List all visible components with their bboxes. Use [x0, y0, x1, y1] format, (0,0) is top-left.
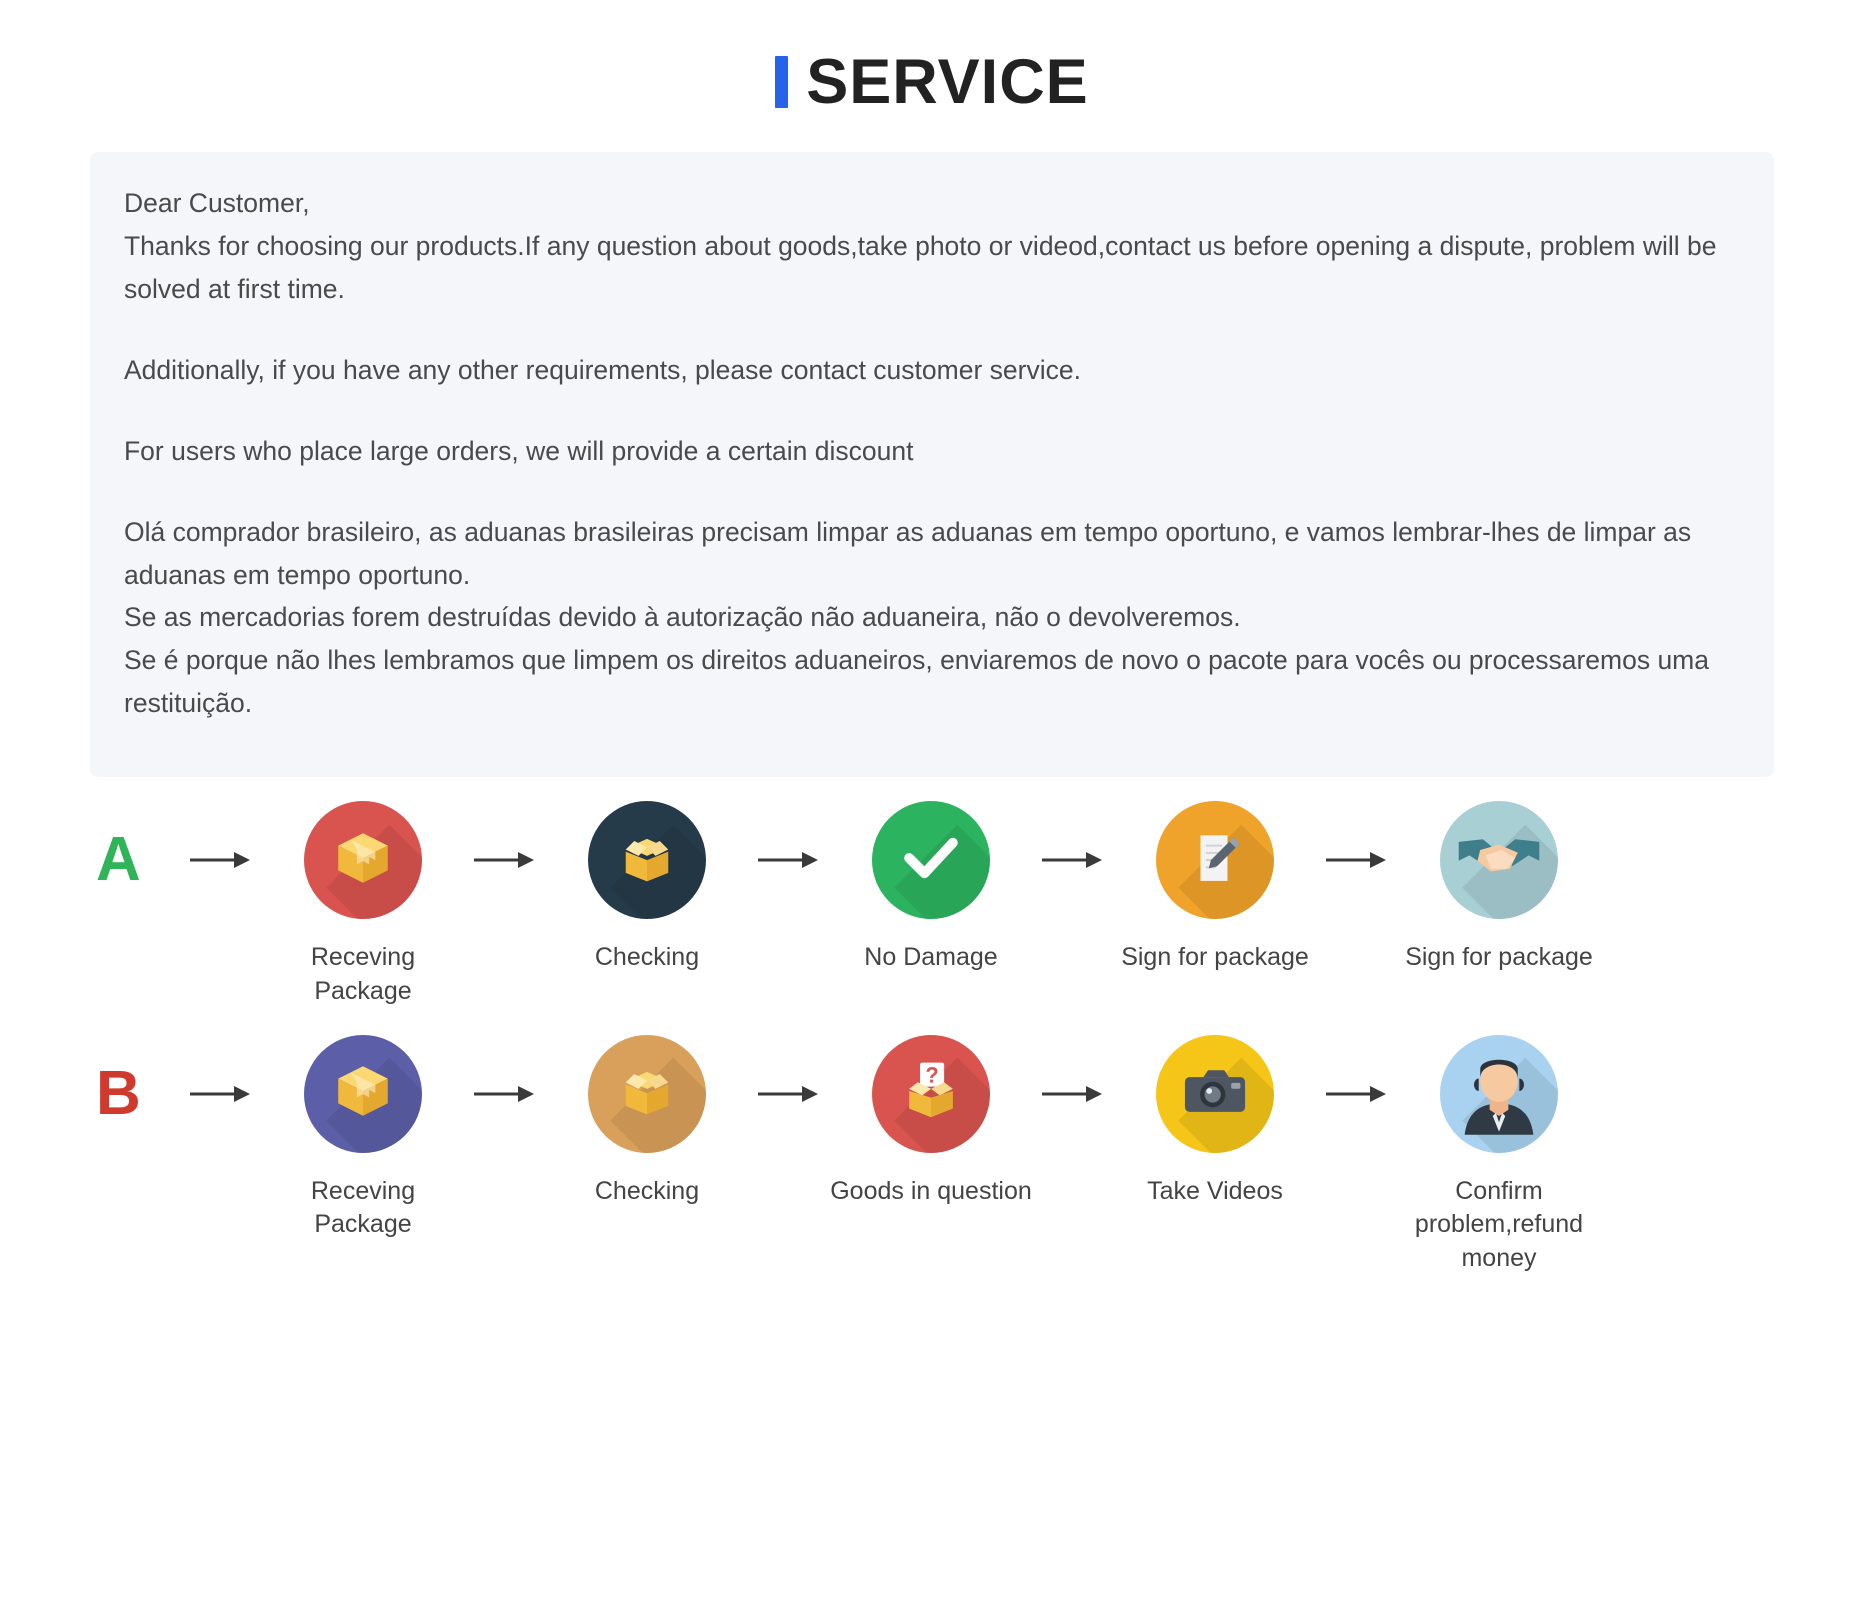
support-agent-icon	[1440, 1035, 1558, 1153]
page-title-wrap	[90, 0, 1774, 152]
flow-row-b	[90, 1035, 1774, 1276]
service-notice-panel	[90, 152, 1774, 777]
flow-step-a5	[1396, 801, 1602, 975]
camera-icon	[1156, 1035, 1274, 1153]
flow-step-b2	[544, 1035, 750, 1209]
page-title	[775, 46, 1088, 118]
notice-paragraph-greeting: Dear Customer,	[124, 188, 310, 218]
check-mark-icon	[872, 801, 990, 919]
flow-step-label: No Damage	[864, 943, 998, 972]
flow-row-a	[90, 801, 1774, 1009]
spacer	[124, 311, 1740, 349]
process-flow-section	[90, 795, 1774, 1342]
question-box-icon	[872, 1035, 990, 1153]
notice-paragraph-requirements: Additionally, if you have any other requirements, please contact customer service.	[124, 354, 1081, 385]
arrow-icon	[1318, 1035, 1396, 1153]
notice-paragraph-refund-pt: Se é porque não lhes lembramos que limpem os direitos aduaneiros, enviaremos de novo o pacote para vocês ou processaremos uma restituição.	[124, 645, 1709, 719]
arrow-icon	[182, 1035, 260, 1153]
flow-step-label: Confirm problem,refund money	[1414, 1176, 1584, 1273]
package-box-icon	[304, 1035, 422, 1153]
flow-step-b1	[260, 1035, 466, 1243]
flow-step-a3	[828, 801, 1034, 975]
notice-paragraph-discount: For users who place large orders, we will provide a certain discount	[124, 435, 914, 466]
arrow-icon	[1034, 1035, 1112, 1153]
flow-letter-a: A	[96, 825, 141, 895]
flow-step-label: Goods in question	[830, 1176, 1032, 1205]
flow-step-label: Receving Package	[310, 1176, 416, 1239]
page-title-text: SERVICE	[806, 47, 1089, 117]
notice-paragraph-customs-pt: Olá comprador brasileiro, as aduanas brasileiras precisam limpar as aduanas em tempo oportuno, e vamos lembrar-lhes de limpar as aduanas em tempo oportuno.	[124, 516, 1692, 590]
arrow-icon	[182, 801, 260, 919]
notice-paragraph-destroyed-pt: Se as mercadorias forem destruídas devido à autorização não aduaneira, não o devolveremos.	[124, 602, 1241, 633]
handshake-icon	[1440, 801, 1558, 919]
open-box-icon	[588, 801, 706, 919]
open-box-icon	[588, 1035, 706, 1153]
flow-step-label: Receving Package	[310, 943, 416, 1005]
flow-step-label: Checking	[594, 1176, 700, 1205]
arrow-icon	[1034, 801, 1112, 919]
flow-step-label: Sign for package	[1405, 943, 1593, 972]
flow-step-label: Take Videos	[1147, 1176, 1283, 1205]
flow-step-label: Checking	[594, 943, 700, 972]
flow-step-a4	[1112, 801, 1318, 975]
flow-step-b5	[1396, 1035, 1602, 1276]
title-accent-bar	[775, 56, 788, 108]
spacer	[124, 473, 1740, 511]
flow-step-b3	[828, 1035, 1034, 1209]
flow-letter-b: B	[96, 1058, 141, 1128]
flow-step-label: Sign for package	[1121, 943, 1309, 972]
flow-step-b4	[1112, 1035, 1318, 1209]
flow-step-a2	[544, 801, 750, 975]
flow-step-a1	[260, 801, 466, 1009]
arrow-icon	[466, 801, 544, 919]
svg-text:?: ?	[925, 1062, 939, 1088]
arrow-icon	[750, 1035, 828, 1153]
arrow-icon	[466, 1035, 544, 1153]
signing-document-icon	[1156, 801, 1274, 919]
arrow-icon	[1318, 801, 1396, 919]
spacer	[124, 392, 1740, 430]
notice-paragraph-dispute: Thanks for choosing our products.If any question about goods,take photo or videod,contact us before opening a dispute, problem will be solved at first time.	[124, 230, 1717, 304]
arrow-icon	[750, 801, 828, 919]
package-box-icon	[304, 801, 422, 919]
